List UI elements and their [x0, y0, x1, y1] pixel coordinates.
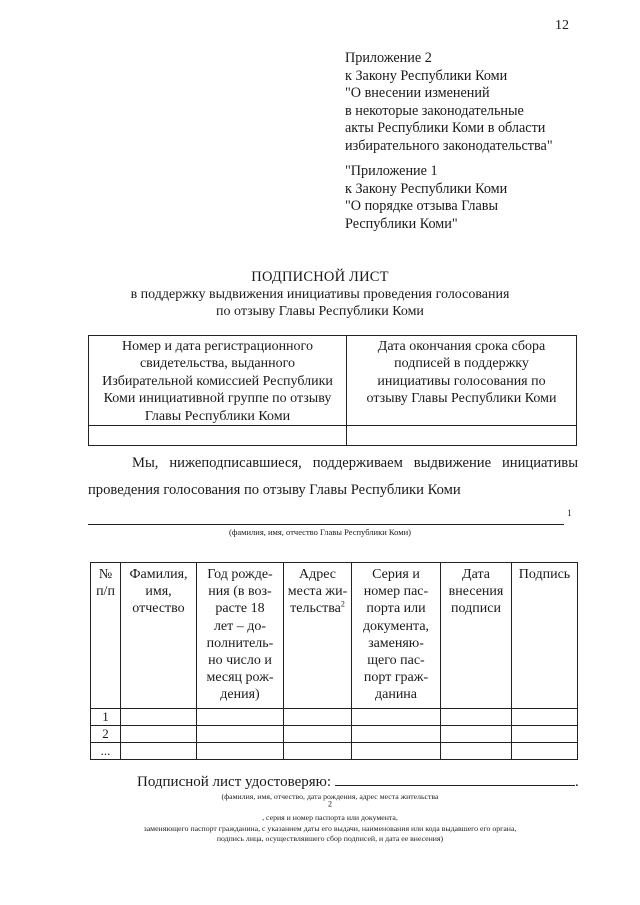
appendix-2-line: "О внесении изменений — [345, 85, 490, 102]
appendix-2-line: акты Республики Коми в области — [345, 120, 546, 137]
footnote-mark: 2 — [340, 599, 345, 609]
table-row — [91, 709, 578, 726]
header-line: внесения — [448, 584, 504, 600]
column-header-number — [91, 563, 121, 709]
statement-text — [88, 455, 578, 499]
certifier-fill-line[interactable] — [335, 773, 575, 786]
signing-date-cell[interactable] — [441, 709, 512, 726]
appendix-2-line: Приложение 2 — [345, 50, 432, 66]
document-title — [0, 268, 640, 320]
appendix-1-line: "О порядке отзыва Главы — [345, 198, 499, 215]
table-row — [91, 726, 578, 743]
column-header-signature — [512, 563, 578, 709]
header-line: места жи- — [287, 584, 348, 600]
header-line: Серия и — [372, 567, 420, 582]
header-line: документа, — [362, 618, 430, 634]
caption-text: , серия и номер паспорта или документа, — [262, 813, 398, 822]
header-line: дения) — [220, 687, 260, 703]
certification-label: Подписной лист удостоверяю: — [137, 774, 332, 790]
header-line: имя, — [145, 584, 172, 600]
column-header-address — [284, 563, 352, 709]
deadline-date-cell[interactable] — [347, 426, 577, 446]
appendix-1-line: к Закону Республики Коми — [345, 180, 508, 197]
signing-date-cell[interactable] — [441, 726, 512, 743]
header-text: тельства — [290, 601, 341, 617]
appendix-2-line: к Закону Республики Коми — [345, 67, 508, 84]
title-subtitle-line-2: по отзыву Главы Республики Коми — [216, 304, 424, 319]
statement-line-2: проведения голосования по отзыву Главы Республики Коми — [88, 482, 461, 498]
header-line: заменяю- — [368, 635, 424, 651]
passport-cell[interactable] — [352, 709, 441, 726]
signature-cell[interactable] — [512, 709, 578, 726]
full-name-cell[interactable] — [121, 709, 197, 726]
passport-cell[interactable] — [352, 726, 441, 743]
head-name-caption: (фамилия, имя, отчество Главы Республики Коми) — [228, 527, 411, 537]
header-line: Адрес — [298, 567, 336, 582]
header-line: Год рожде- — [207, 567, 273, 582]
header-line: но число и — [208, 653, 272, 669]
header-line: Подпись — [518, 567, 571, 582]
certification-caption — [80, 792, 580, 845]
address-cell[interactable] — [284, 743, 352, 760]
column-header-signing-date — [441, 563, 512, 709]
header-line: лет – до- — [213, 618, 267, 634]
statement-line-1: Мы, нижеподписавшиеся, поддерживаем выдвижение инициативы — [132, 455, 578, 471]
caption-line-3: подпись лица, осуществлявшего сбор подписей, и дата ее внесения) — [216, 834, 444, 843]
header-line: отчество — [132, 601, 185, 617]
title-main: ПОДПИСНОЙ ЛИСТ — [251, 269, 389, 285]
birth-year-cell[interactable] — [197, 709, 284, 726]
header-line: Номер и дата регистрационного — [122, 339, 313, 354]
row-number: 2 — [91, 726, 121, 743]
column-header-full-name — [121, 563, 197, 709]
header-line — [284, 600, 351, 617]
address-cell[interactable] — [284, 726, 352, 743]
full-name-cell[interactable] — [121, 743, 197, 760]
caption-line-1 — [80, 792, 580, 824]
appendix-2-header — [345, 50, 553, 156]
certification-line — [137, 773, 579, 791]
appendix-1-line: Республики Коми" — [345, 215, 458, 232]
appendix-2-line: в некоторые законодательные — [345, 102, 524, 119]
header-line: Главы Республики Коми — [144, 408, 291, 424]
page-number: 12 — [555, 18, 569, 33]
full-name-cell[interactable] — [121, 726, 197, 743]
header-line: № — [98, 567, 113, 582]
footnote-mark: 2 — [328, 798, 332, 808]
column-header-passport — [352, 563, 441, 709]
header-line: отзыву Главы Республики Коми — [366, 391, 557, 407]
head-name-fill-line[interactable] — [88, 524, 564, 525]
table-row — [91, 743, 578, 760]
header-line: порта или — [366, 601, 426, 617]
header-line: подписи — [451, 601, 501, 617]
signatures-table — [90, 562, 578, 760]
header-line: Коми инициативной группе по отзыву — [103, 391, 332, 407]
footnote-mark: 1 — [567, 508, 572, 518]
birth-year-cell[interactable] — [197, 726, 284, 743]
header-line: Избирательной комиссией Республики — [102, 373, 333, 389]
header-line: щего пас- — [367, 653, 425, 669]
header-line: инициативы голосования по — [377, 373, 546, 389]
header-line: Дата — [462, 567, 490, 582]
passport-cell[interactable] — [352, 743, 441, 760]
appendix-2-line: избирательного законодательства" — [345, 137, 553, 154]
header-line: Фамилия, — [129, 567, 188, 582]
deadline-date-header — [347, 336, 577, 426]
header-line: свидетельства, выданного — [139, 356, 296, 372]
header-line: п/п — [96, 584, 115, 600]
appendix-1-line: "Приложение 1 — [345, 163, 438, 179]
row-number: ... — [91, 743, 121, 760]
header-line: порт граж- — [363, 670, 429, 686]
birth-year-cell[interactable] — [197, 743, 284, 760]
header-line: полнитель- — [206, 635, 274, 651]
signature-cell[interactable] — [512, 743, 578, 760]
header-line: данина — [374, 687, 418, 703]
header-line: месяц рож- — [206, 670, 274, 686]
column-header-birth-year — [197, 563, 284, 709]
registration-number-cell[interactable] — [89, 426, 347, 446]
header-line: Дата окончания срока сбора — [377, 339, 546, 354]
header-line: ния (в воз- — [208, 584, 272, 600]
registration-number-header — [89, 336, 347, 426]
appendix-1-header — [345, 163, 507, 233]
signing-date-cell[interactable] — [441, 743, 512, 760]
signature-cell[interactable] — [512, 726, 578, 743]
caption-line-2: заменяющего паспорт гражданина, с указанием даты его выдачи, наименования или кода выдавшего его органа, — [143, 823, 517, 833]
registration-table — [88, 335, 577, 446]
header-line: расте 18 — [215, 601, 265, 617]
caption-text: (фамилия, имя, отчество, дата рождения, адрес места жительства — [221, 792, 439, 801]
header-line: номер пас- — [363, 584, 429, 600]
row-number: 1 — [91, 709, 121, 726]
title-subtitle-line-1: в поддержку выдвижения инициативы проведения голосования — [130, 287, 510, 302]
header-line: подписей в поддержку — [394, 356, 529, 372]
address-cell[interactable] — [284, 709, 352, 726]
certification-end: . — [575, 774, 579, 790]
